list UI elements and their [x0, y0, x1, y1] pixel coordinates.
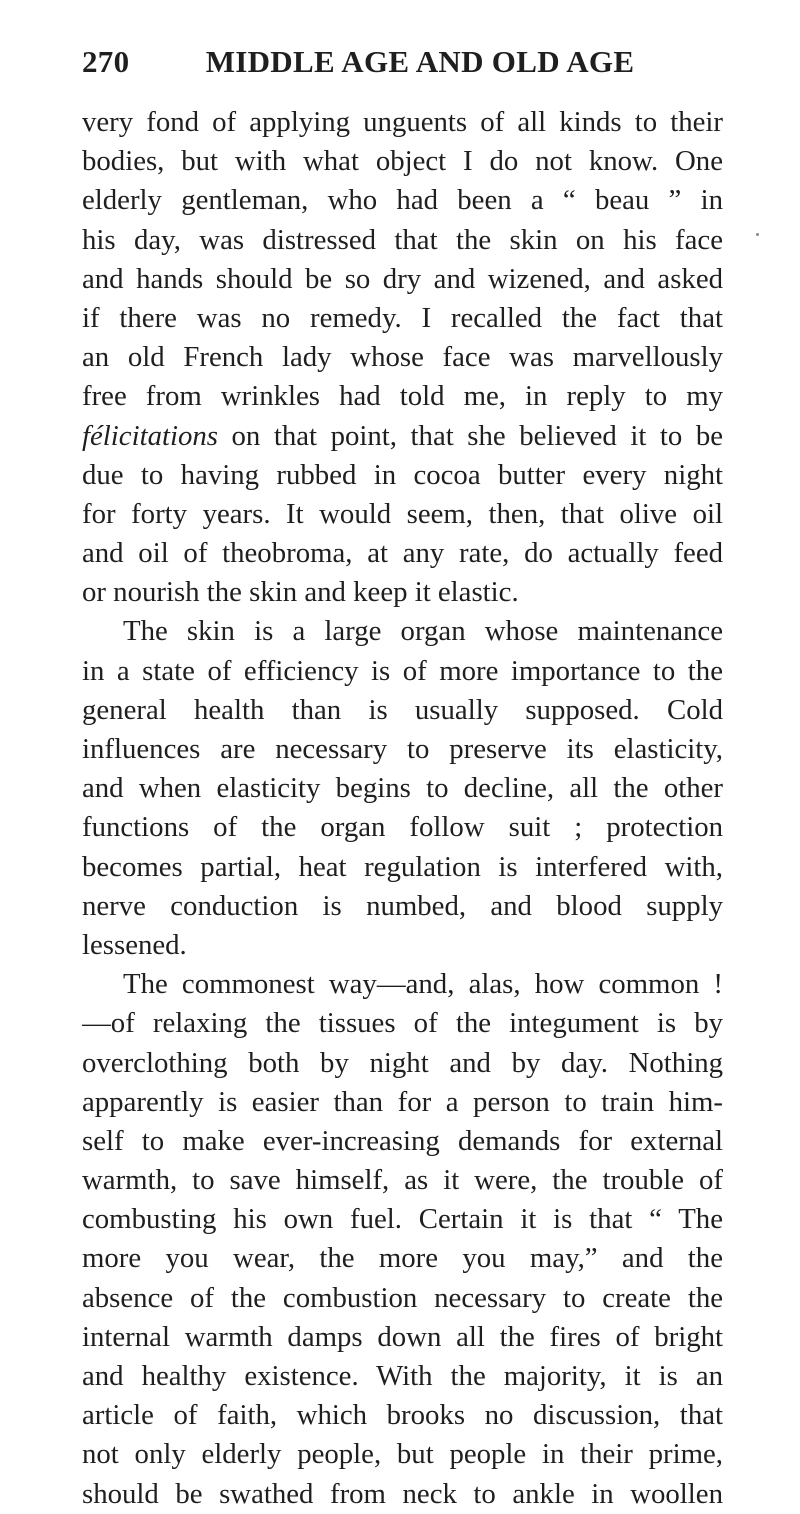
text-line: for forty years. It would seem, then, that olive oil	[82, 497, 723, 530]
text-line: overclothing both by night and by day. Nothing	[82, 1046, 723, 1079]
text-line: not only elderly people, but people in their prime,	[82, 1438, 723, 1471]
text-line: functions of the organ follow suit ; protection	[82, 811, 723, 844]
text-line: very fond of applying unguents of all kinds to their	[82, 106, 723, 138]
body-text	[82, 103, 723, 1514]
text-line: should be swathed from neck to ankle in woollen	[82, 1477, 723, 1510]
text-line: in a state of efficiency is of more importance to the	[82, 654, 723, 687]
text-line: internal warmth damps down all the fires of bright	[82, 1320, 723, 1353]
line-continuation: on that point, that she believed it to be	[217, 419, 723, 452]
text-line: self to make ever-increasing demands for external	[82, 1124, 723, 1157]
italic-phrase: félicitations	[82, 419, 218, 452]
text-line: due to having rubbed in cocoa butter every night	[82, 458, 723, 491]
text-line: and when elasticity begins to decline, all the other	[82, 772, 723, 805]
text-line: nerve conduction is numbed, and blood supply	[82, 889, 723, 922]
text-line: elderly gentleman, who had been a “ beau ” in	[82, 184, 723, 217]
text-line: warmth, to save himself, as it were, the trouble of	[82, 1164, 723, 1197]
scan-speck	[756, 233, 759, 236]
page-number: 270	[82, 44, 130, 79]
text-line: or nourish the skin and keep it elastic.	[82, 576, 519, 609]
text-line: absence of the combustion necessary to create the	[82, 1281, 723, 1314]
text-line: combusting his own fuel. Certain it is that “ The	[82, 1203, 723, 1236]
text-line	[82, 417, 723, 456]
text-line: lessened.	[82, 928, 187, 961]
text-line: influences are necessary to preserve its elasticity,	[82, 733, 723, 765]
text-line: article of faith, which brooks no discussion, that	[82, 1399, 723, 1432]
text-line: an old French lady whose face was marvellously	[82, 341, 723, 374]
text-line: if there was no remedy. I recalled the fact that	[82, 301, 723, 334]
text-line: his day, was distressed that the skin on his face	[82, 223, 723, 256]
text-line: The skin is a large organ whose maintenance	[123, 615, 723, 648]
text-line: and hands should be so dry and wizened, and asked	[82, 262, 723, 295]
text-line: and oil of theobroma, at any rate, do actually feed	[82, 537, 723, 570]
text-line: —of relaxing the tissues of the integument is by	[82, 1007, 723, 1040]
text-line: free from wrinkles had told me, in reply to my	[82, 380, 723, 413]
running-title: MIDDLE AGE AND OLD AGE	[205, 44, 635, 79]
text-line: general health than is usually supposed. Cold	[82, 693, 723, 726]
text-line: and healthy existence. With the majority, it is an	[82, 1360, 723, 1392]
text-line: bodies, but with what object I do not know. One	[82, 145, 723, 178]
text-line: The commonest way—and, alas, how common !	[123, 968, 723, 1001]
text-line: becomes partial, heat regulation is interfered with,	[82, 850, 723, 883]
text-line: apparently is easier than for a person to train him-	[82, 1085, 723, 1118]
running-head	[82, 42, 722, 82]
text-line: more you wear, the more you may,” and the	[82, 1242, 723, 1275]
